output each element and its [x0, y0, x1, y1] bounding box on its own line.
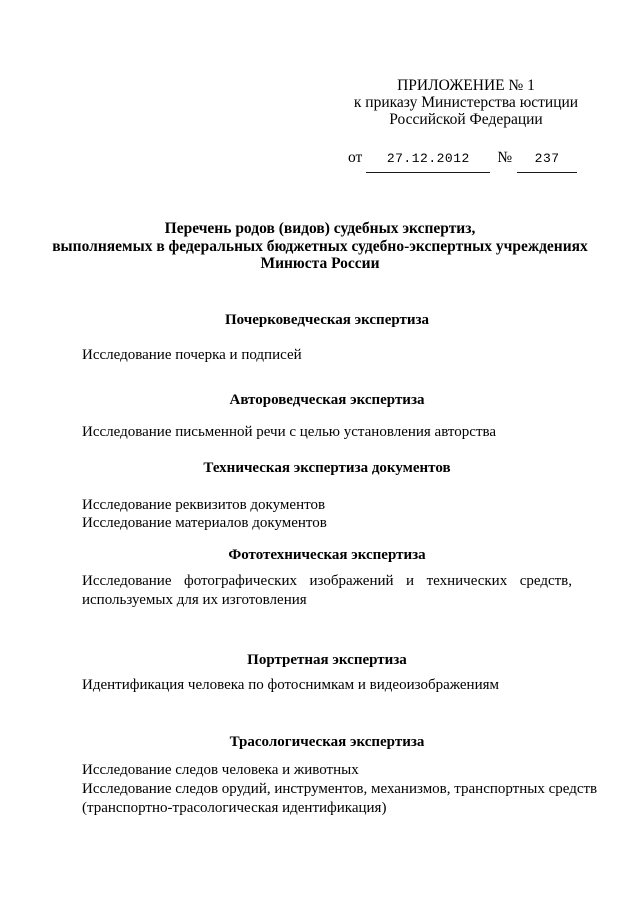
body-line: Исследование следов человека и животных [82, 762, 359, 778]
order-reference-line [348, 146, 577, 173]
appendix-subtitle-line-1: к приказу Министерства юстиции [353, 94, 579, 111]
section-heading-authorship: Автороведческая экспертиза [229, 392, 425, 408]
body-paragraph: Исследование фотографических изображений и технических средств, используемых для их изготовления [82, 573, 572, 608]
section-body-tracology [82, 761, 598, 818]
document-title [30, 220, 610, 273]
order-date-value: 27.12.2012 [386, 151, 470, 166]
section-heading-tracology: Трасологическая экспертиза [229, 734, 425, 750]
section-heading-handwriting: Почерковедческая экспертиза [224, 312, 430, 328]
order-number-field [517, 146, 577, 173]
body-line: (транспортно-трасологическая идентификация) [82, 800, 387, 816]
section-heading-document-technical: Техническая экспертиза документов [203, 460, 451, 476]
order-number-value: 237 [534, 151, 560, 166]
body-line: Исследование письменной речи с целью установления авторства [82, 424, 497, 440]
document-title-line-2: выполняемых в федеральных бюджетных судебно-экспертных учреждениях [52, 237, 588, 255]
body-line: Исследование почерка и подписей [82, 347, 302, 363]
order-from-label: от [348, 149, 363, 166]
document-title-line-1: Перечень родов (видов) судебных экспертиз, [164, 220, 476, 237]
section-body-phototechnical [82, 572, 572, 610]
body-line: Исследование следов орудий, инструментов, механизмов, транспортных средств [82, 781, 598, 797]
section-body-document-technical [82, 496, 572, 532]
body-line: Идентификация человека по фотоснимкам и видеоизображениям [82, 677, 500, 693]
body-line: Исследование реквизитов документов [82, 497, 326, 513]
section-body-portrait [82, 676, 572, 694]
section-body-authorship [82, 423, 572, 441]
appendix-header [330, 77, 602, 128]
appendix-subtitle-line-2: Российской Федерации [389, 111, 543, 128]
appendix-title: ПРИЛОЖЕНИЕ № 1 [397, 77, 535, 94]
section-body-handwriting [82, 346, 572, 364]
body-line: Исследование материалов документов [82, 515, 327, 531]
section-heading-phototechnical: Фототехническая экспертиза [228, 547, 426, 563]
section-heading-portrait: Портретная экспертиза [247, 652, 407, 668]
document-title-line-3: Минюста России [260, 255, 380, 272]
order-number-sign: № [497, 149, 513, 166]
order-date-field [366, 146, 490, 173]
